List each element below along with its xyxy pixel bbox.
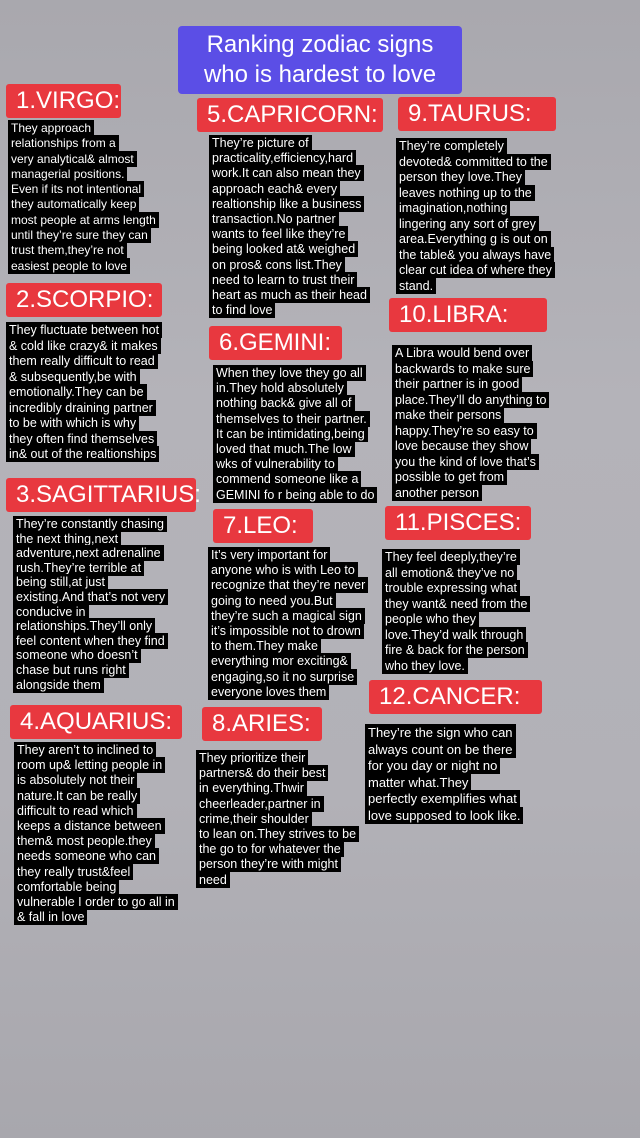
description-line: happy.They’re so easy to	[392, 423, 537, 439]
description-line: place.They’ll do anything to	[392, 392, 549, 408]
description-line: lingering any sort of grey	[396, 216, 539, 232]
description-line: They’re the sign who can	[365, 724, 516, 741]
description-line: the table& you always have	[396, 247, 554, 263]
description-line: perfectly exemplifies what	[365, 790, 520, 807]
libra-description	[392, 346, 549, 501]
description-line: existing.And that’s not very	[13, 589, 168, 605]
description-line: them really difficult to read	[6, 353, 158, 369]
description-line: comfortable being	[14, 879, 119, 895]
description-line: They’re picture of	[209, 135, 312, 151]
description-line: trust them,they’re not	[8, 242, 127, 258]
description-line: all emotion& they’ve no	[382, 565, 517, 581]
description-line: cheerleader,partner in	[196, 796, 324, 812]
description-line: A Libra would bend over	[392, 345, 532, 361]
aries-description	[196, 751, 359, 888]
description-line: difficult to read which	[14, 803, 137, 819]
description-line: wks of vulnerability to	[213, 456, 338, 472]
description-line: nothing back& give all of	[213, 395, 355, 411]
description-line: themselves to their partner.	[213, 411, 370, 427]
pisces-heading: 11.PISCES:	[385, 506, 531, 540]
description-line: Even if its not intentional	[8, 181, 144, 197]
description-line: They approach	[8, 120, 94, 136]
description-line: needs someone who can	[14, 848, 159, 864]
description-line: going to need you.But	[208, 593, 336, 609]
description-line: alongside them	[13, 677, 104, 693]
description-line: to lean on.They strives to be	[196, 826, 359, 842]
description-line: being looked at& weighed	[209, 241, 358, 257]
description-line: It’s very important for	[208, 547, 330, 563]
description-line: & cold like crazy& it makes	[6, 338, 161, 354]
leo-description	[208, 548, 368, 700]
description-line: & fall in love	[14, 909, 87, 925]
description-line: wants to feel like they’re	[209, 226, 348, 242]
description-line: the next thing,next	[13, 531, 121, 547]
description-line: emotionally.They can be	[6, 384, 147, 400]
description-line: They prioritize their	[196, 750, 308, 766]
scorpio-description	[6, 323, 162, 463]
description-line: most people at arms length	[8, 212, 159, 228]
description-line: & subsequently,be with	[6, 369, 140, 385]
description-line: relationships.They’ll only	[13, 618, 155, 634]
description-line: They aren’t to inclined to	[14, 742, 156, 758]
description-line: they often find themselves	[6, 431, 157, 447]
description-line: keeps a distance between	[14, 818, 165, 834]
description-line: anyone who is with Leo to	[208, 562, 358, 578]
scorpio-heading: 2.SCORPIO:	[6, 283, 162, 317]
sagittarius-heading: 3.SAGITTARIUS:	[6, 478, 196, 512]
cancer-heading: 12.CANCER:	[369, 680, 542, 714]
description-line: everyone loves them	[208, 684, 329, 700]
description-line: GEMINI fo r being able to do	[213, 487, 377, 503]
title-line-2: who is hardest to love	[203, 61, 437, 88]
description-line: always count on be there	[365, 741, 516, 758]
description-line: them& most people.they	[14, 833, 155, 849]
description-line: person they’re with might	[196, 856, 341, 872]
description-line: conducive in	[13, 604, 89, 620]
virgo-heading: 1.VIRGO:	[6, 84, 121, 118]
description-line: approach each& every	[209, 181, 340, 197]
virgo-description	[8, 121, 159, 274]
description-line: backwards to make sure	[392, 361, 533, 377]
cancer-description	[365, 725, 523, 824]
description-line: they automatically keep	[8, 196, 139, 212]
description-line: someone who doesn’t	[13, 647, 141, 663]
taurus-heading: 9.TAURUS:	[398, 97, 556, 131]
description-line: engaging,so it no surprise	[208, 669, 357, 685]
description-line: another person	[392, 485, 482, 501]
description-line: transaction.No partner	[209, 211, 339, 227]
description-line: trouble expressing what	[382, 580, 520, 596]
description-line: partners& do their best	[196, 765, 328, 781]
description-line: the go to for whatever the	[196, 841, 344, 857]
description-line: to be with which is why	[6, 415, 139, 431]
description-line: make their persons	[392, 407, 504, 423]
description-line: feel content when they find	[13, 633, 168, 649]
description-line: possible to get from	[392, 469, 507, 485]
leo-heading: 7.LEO:	[213, 509, 313, 543]
description-line: everything mor exciting&	[208, 653, 351, 669]
description-line: room up& letting people in	[14, 757, 165, 773]
description-line: easiest people to love	[8, 258, 130, 274]
description-line: nature.It can be really	[14, 788, 140, 804]
description-line: is absolutely not their	[14, 772, 137, 788]
description-line: fire & back for the person	[382, 642, 528, 658]
description-line: When they love they go all	[213, 365, 366, 381]
description-line: area.Everything g is out on	[396, 231, 551, 247]
capricorn-description	[209, 136, 370, 318]
description-line: on pros& cons list.They	[209, 257, 345, 273]
description-line: They’re completely	[396, 138, 507, 154]
description-line: person they love.They	[396, 169, 525, 185]
description-line: in& out of the realtionships	[6, 446, 159, 462]
description-line: in everything.Thwir	[196, 780, 307, 796]
description-line: work.It can also mean they	[209, 165, 364, 181]
description-line: recognize that they’re never	[208, 577, 368, 593]
description-line: until they’re sure they can	[8, 227, 151, 243]
description-line: to them.They make	[208, 638, 321, 654]
pisces-description	[382, 550, 530, 674]
description-line: relationships from a	[8, 135, 119, 151]
description-line: you the kind of love that’s	[392, 454, 539, 470]
description-line: need	[196, 872, 230, 888]
description-line: love.They’d walk through	[382, 627, 526, 643]
description-line: stand.	[396, 278, 436, 294]
description-line: It can be intimidating,being	[213, 426, 368, 442]
description-line: they really trust&feel	[14, 864, 133, 880]
description-line: realtionship like a business	[209, 196, 364, 212]
capricorn-heading: 5.CAPRICORN:	[197, 98, 383, 132]
description-line: love because they show	[392, 438, 531, 454]
description-line: they’re such a magical sign	[208, 608, 365, 624]
description-line: crime,their shoulder	[196, 811, 312, 827]
description-line: matter what.They	[365, 774, 471, 791]
description-line: need to learn to trust their	[209, 272, 357, 288]
description-line: being still,at just	[13, 574, 108, 590]
description-line: They’re constantly chasing	[13, 516, 167, 532]
description-line: people who they	[382, 611, 479, 627]
sagittarius-description	[13, 517, 168, 692]
taurus-description	[396, 139, 555, 294]
description-line: rush.They’re terrible at	[13, 560, 144, 576]
description-line: very analytical& almost	[8, 151, 137, 167]
gemini-heading: 6.GEMINI:	[209, 326, 342, 360]
description-line: it’s impossible not to drown	[208, 623, 364, 639]
description-line: commend someone like a	[213, 471, 361, 487]
description-line: vulnerable I order to go all in	[14, 894, 178, 910]
description-line: loved that much.The low	[213, 441, 355, 457]
description-line: managerial positions.	[8, 166, 127, 182]
aquarius-heading: 4.AQUARIUS:	[10, 705, 182, 739]
page-title	[178, 26, 462, 94]
description-line: who they love.	[382, 658, 468, 674]
description-line: in.They hold absolutely	[213, 380, 347, 396]
description-line: adventure,next adrenaline	[13, 545, 164, 561]
description-line: devoted& committed to the	[396, 154, 551, 170]
description-line: leaves nothing up to the	[396, 185, 535, 201]
gemini-description	[213, 366, 377, 503]
description-line: clear cut idea of where they	[396, 262, 555, 278]
description-line: incredibly draining partner	[6, 400, 156, 416]
title-line-1: Ranking zodiac signs	[206, 31, 434, 58]
description-line: for you day or night no	[365, 757, 500, 774]
description-line: heart as much as their head	[209, 287, 370, 303]
description-line: imagination,nothing	[396, 200, 510, 216]
description-line: They fluctuate between hot	[6, 322, 162, 338]
aries-heading: 8.ARIES:	[202, 707, 322, 741]
description-line: love supposed to look like.	[365, 807, 523, 824]
description-line: chase but runs right	[13, 662, 129, 678]
description-line: they want& need from the	[382, 596, 530, 612]
aquarius-description	[14, 743, 178, 925]
description-line: their partner is in good	[392, 376, 522, 392]
description-line: to find love	[209, 302, 275, 318]
description-line: practicality,efficiency,hard	[209, 150, 356, 166]
description-line: They feel deeply,they’re	[382, 549, 520, 565]
libra-heading: 10.LIBRA:	[389, 298, 547, 332]
